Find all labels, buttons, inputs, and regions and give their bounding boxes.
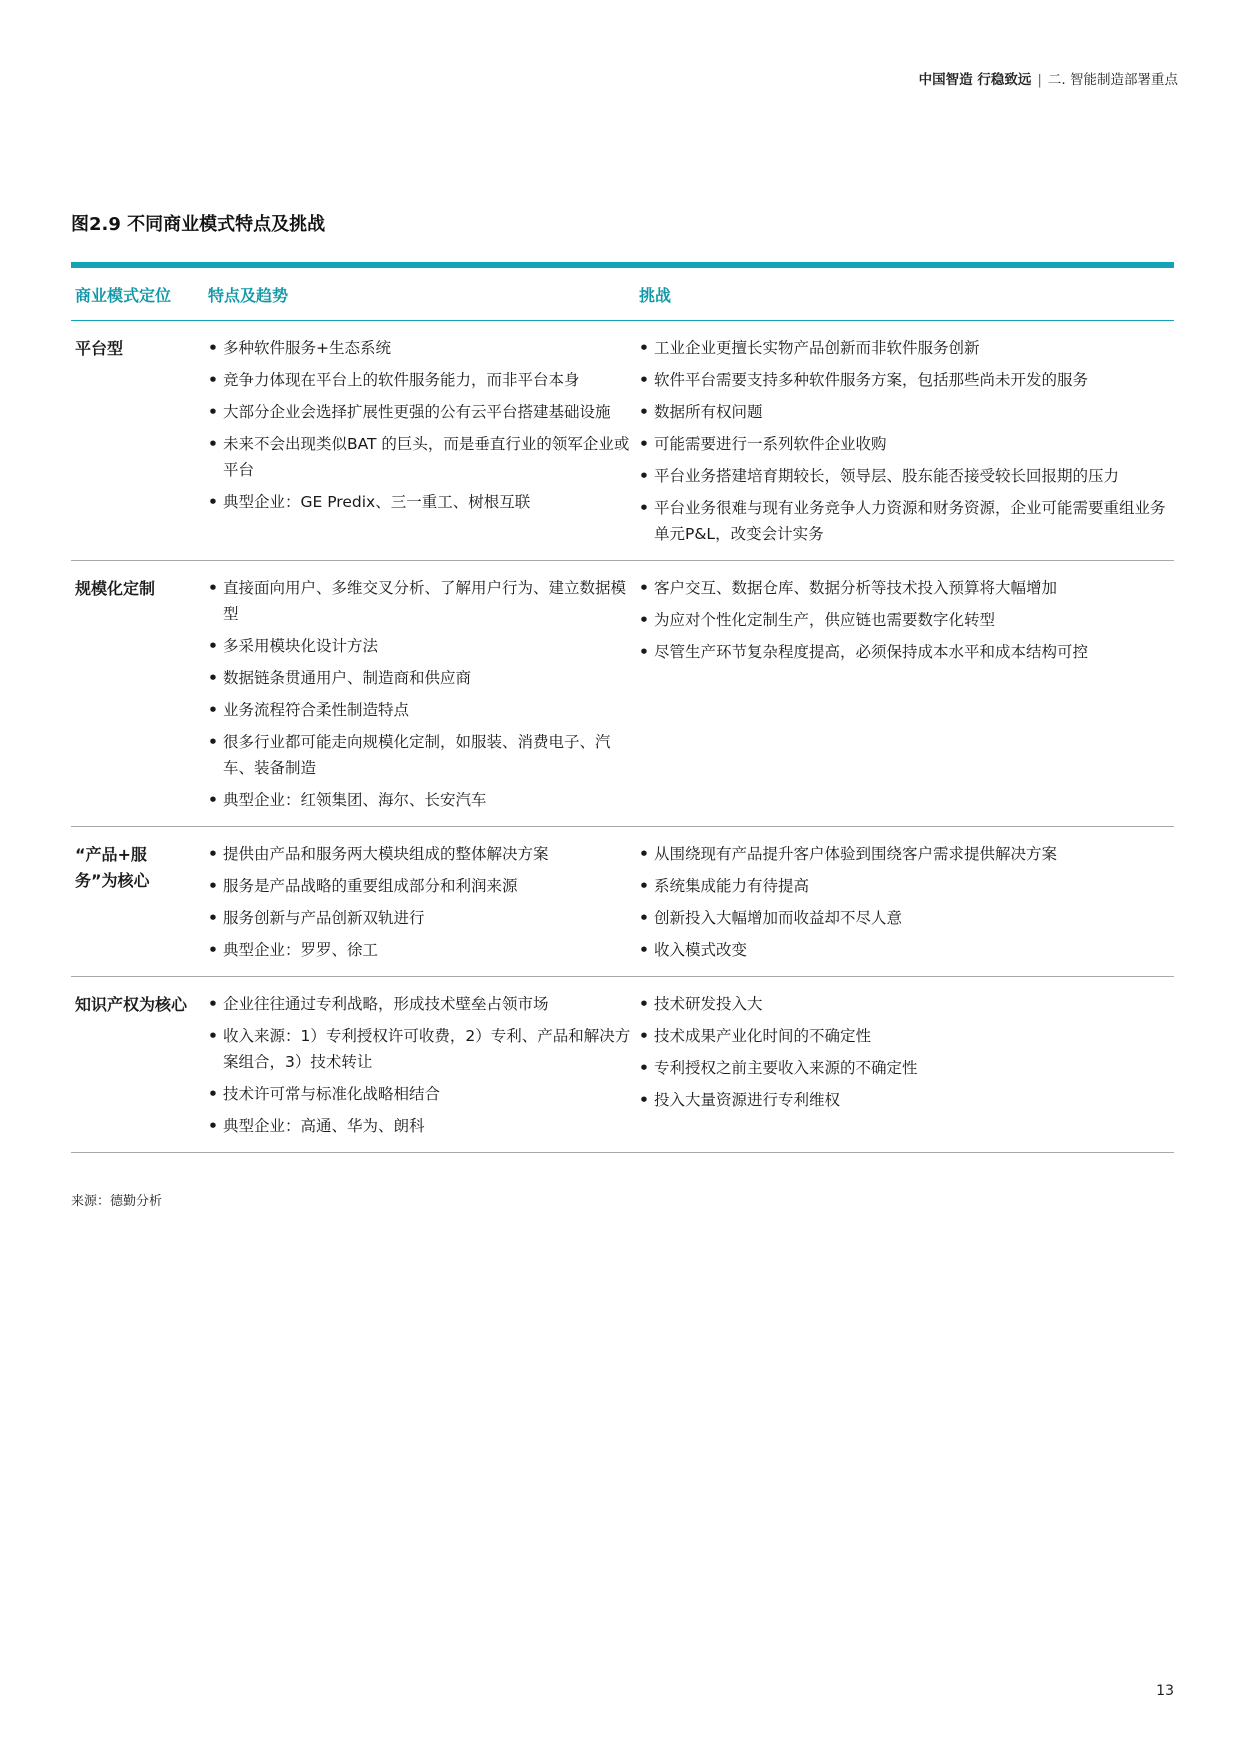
page-number: 13 bbox=[1156, 1683, 1174, 1699]
list-item: • 竞争力体现在平台上的软件服务能力，而非平台本身 bbox=[208, 367, 631, 393]
challenges-cell bbox=[639, 335, 1174, 547]
figure-title: 图2.9 不同商业模式特点及挑战 bbox=[71, 214, 326, 235]
model-cell: 规模化定制 bbox=[75, 579, 156, 598]
list-item: • 客户交互、数据仓库、数据分析等技术投入预算将大幅增加 bbox=[639, 575, 1174, 601]
business-model-table bbox=[71, 262, 1174, 1153]
list-item: • 典型企业：罗罗、徐工 bbox=[208, 937, 631, 963]
features-cell bbox=[208, 335, 639, 547]
list-item: • 很多行业都可能走向规模化定制，如服装、消费电子、汽车、装备制造 bbox=[208, 729, 631, 781]
header-separator: | bbox=[1037, 72, 1042, 88]
challenges-cell bbox=[639, 841, 1174, 963]
challenges-cell bbox=[639, 991, 1174, 1139]
running-header bbox=[919, 68, 1178, 88]
source-note: 来源：德勤分析 bbox=[71, 1194, 163, 1209]
model-cell: 知识产权为核心 bbox=[75, 995, 188, 1014]
list-item: • 服务是产品战略的重要组成部分和利润来源 bbox=[208, 873, 631, 899]
header-title: 中国智造 行稳致远 bbox=[918, 72, 1032, 88]
list-item: • 典型企业：GE Predix、三一重工、树根互联 bbox=[208, 489, 631, 515]
list-item: • 从围绕现有产品提升客户体验到围绕客户需求提供解决方案 bbox=[639, 841, 1174, 867]
challenges-cell bbox=[639, 575, 1174, 813]
list-item: • 尽管生产环节复杂程度提高，必须保持成本水平和成本结构可控 bbox=[639, 639, 1174, 665]
list-item: • 技术成果产业化时间的不确定性 bbox=[639, 1023, 1174, 1049]
list-item: • 系统集成能力有待提高 bbox=[639, 873, 1174, 899]
list-item: • 工业企业更擅长实物产品创新而非软件服务创新 bbox=[639, 335, 1174, 361]
list-item: • 大部分企业会选择扩展性更强的公有云平台搭建基础设施 bbox=[208, 399, 631, 425]
features-cell bbox=[208, 841, 639, 963]
features-cell bbox=[208, 991, 639, 1139]
list-item: • 数据所有权问题 bbox=[639, 399, 1174, 425]
list-item: • 未来不会出现类似BAT 的巨头，而是垂直行业的领军企业或平台 bbox=[208, 431, 631, 483]
header-section: 二. 智能制造部署重点 bbox=[1047, 72, 1178, 88]
list-item: • 企业往往通过专利战略，形成技术壁垒占领市场 bbox=[208, 991, 631, 1017]
features-cell bbox=[208, 575, 639, 813]
list-item: • 技术许可常与标准化战略相结合 bbox=[208, 1081, 631, 1107]
list-item: • 多采用模块化设计方法 bbox=[208, 633, 631, 659]
list-item: • 专利授权之前主要收入来源的不确定性 bbox=[639, 1055, 1174, 1081]
list-item: • 收入模式改变 bbox=[639, 937, 1174, 963]
list-item: • 为应对个性化定制生产，供应链也需要数字化转型 bbox=[639, 607, 1174, 633]
list-item: • 直接面向用户、多维交叉分析、了解用户行为、建立数据模型 bbox=[208, 575, 631, 627]
model-cell: 平台型 bbox=[75, 339, 124, 358]
column-header-model: 商业模式定位 bbox=[75, 285, 172, 305]
list-item: • 平台业务搭建培育期较长，领导层、股东能否接受较长回报期的压力 bbox=[639, 463, 1174, 489]
list-item: • 典型企业：红领集团、海尔、长安汽车 bbox=[208, 787, 631, 813]
table-row bbox=[71, 977, 1174, 1153]
table-header bbox=[71, 268, 1174, 321]
list-item: • 创新投入大幅增加而收益却不尽人意 bbox=[639, 905, 1174, 931]
list-item: • 平台业务很难与现有业务竞争人力资源和财务资源，企业可能需要重组业务单元P&L，改变会计实务 bbox=[639, 495, 1174, 547]
table-row bbox=[71, 561, 1174, 827]
list-item: • 服务创新与产品创新双轨进行 bbox=[208, 905, 631, 931]
list-item: • 技术研发投入大 bbox=[639, 991, 1174, 1017]
table-row bbox=[71, 827, 1174, 977]
table-row bbox=[71, 321, 1174, 561]
list-item: • 软件平台需要支持多种软件服务方案，包括那些尚未开发的服务 bbox=[639, 367, 1174, 393]
list-item: • 多种软件服务+生态系统 bbox=[208, 335, 631, 361]
list-item: • 业务流程符合柔性制造特点 bbox=[208, 697, 631, 723]
list-item: • 提供由产品和服务两大模块组成的整体解决方案 bbox=[208, 841, 631, 867]
list-item: • 投入大量资源进行专利维权 bbox=[639, 1087, 1174, 1113]
list-item: • 收入来源：1）专利授权许可收费，2）专利、产品和解决方案组合，3）技术转让 bbox=[208, 1023, 631, 1075]
list-item: • 数据链条贯通用户、制造商和供应商 bbox=[208, 665, 631, 691]
list-item: • 可能需要进行一系列软件企业收购 bbox=[639, 431, 1174, 457]
column-header-challenges: 挑战 bbox=[639, 285, 672, 305]
column-header-features: 特点及趋势 bbox=[208, 285, 289, 305]
model-cell: “产品+服务”为核心 bbox=[75, 845, 150, 890]
list-item: • 典型企业：高通、华为、朗科 bbox=[208, 1113, 631, 1139]
